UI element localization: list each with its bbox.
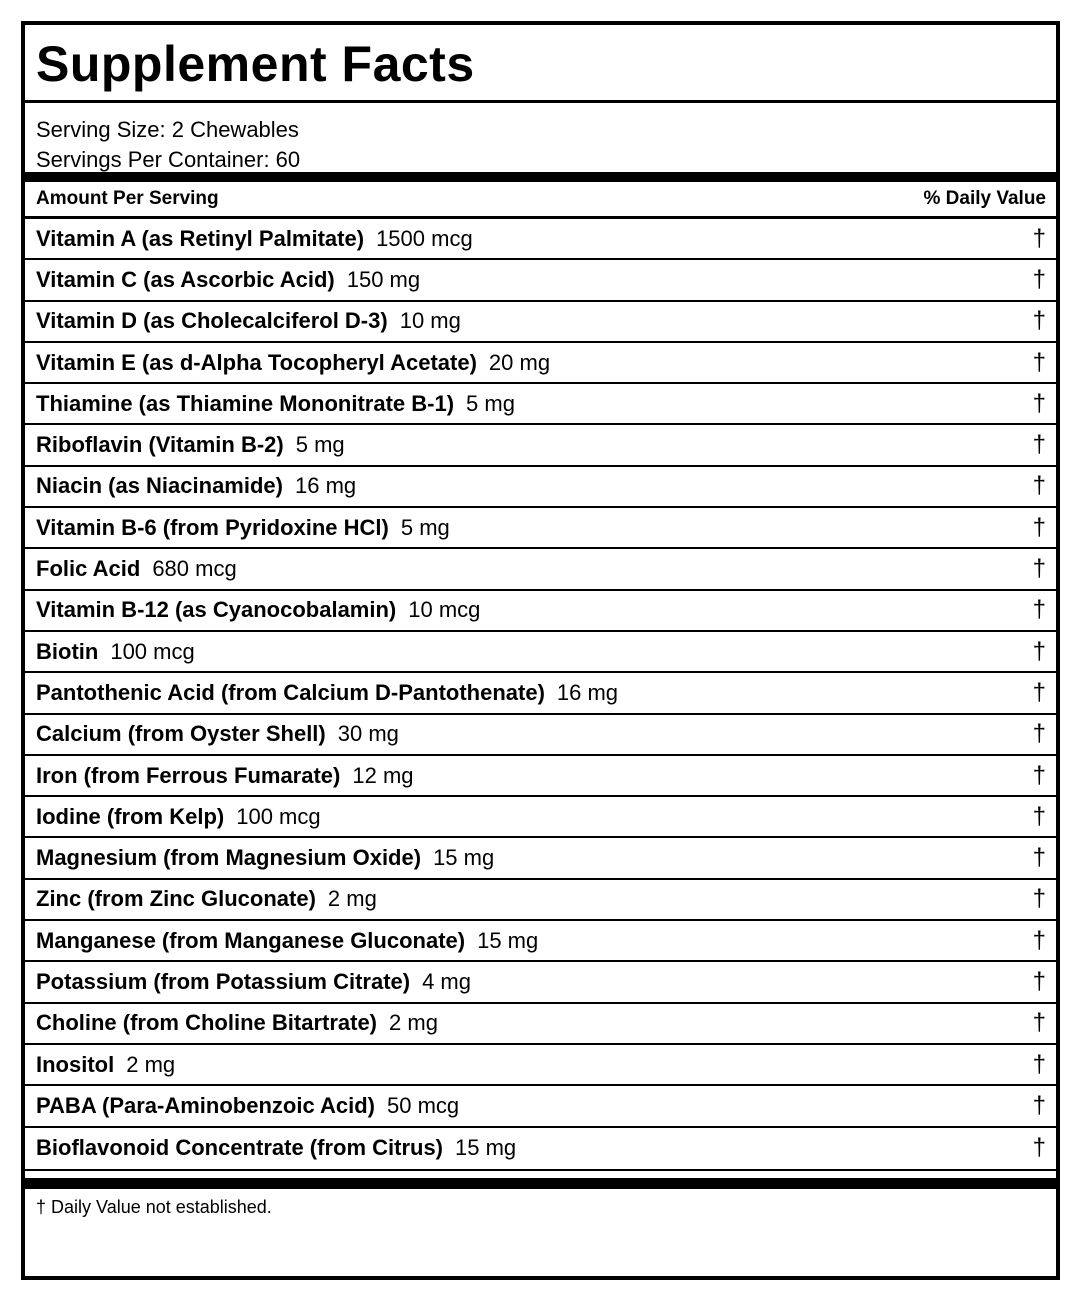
nutrient-row [25, 219, 1056, 260]
nutrient-amount: 10 mg [399, 308, 461, 334]
serving-info [25, 103, 1056, 182]
daily-value-dagger: † [1032, 678, 1046, 706]
supplement-facts-panel [21, 21, 1060, 1280]
daily-value-dagger: † [1032, 431, 1046, 459]
nutrient-row [25, 962, 1056, 1003]
nutrient-amount: 50 mcg [387, 1092, 460, 1118]
nutrient-name: Bioflavonoid Concentrate (from Citrus) [36, 1135, 444, 1161]
nutrient-entry [36, 1093, 459, 1119]
nutrient-row [25, 673, 1056, 714]
nutrient-row [25, 425, 1056, 466]
nutrient-amount: 1500 mcg [376, 225, 473, 251]
nutrient-row [25, 715, 1056, 756]
nutrient-entry [36, 639, 195, 665]
nutrient-row [25, 1086, 1056, 1127]
nutrient-row [25, 1045, 1056, 1086]
nutrient-amount: 5 mg [466, 390, 515, 416]
nutrient-name: Vitamin B-6 (from Pyridoxine HCl) [36, 514, 389, 540]
nutrient-amount: 2 mg [327, 886, 377, 912]
daily-value-dagger: † [1032, 265, 1046, 293]
nutrient-row [25, 632, 1056, 673]
nutrient-entry [36, 515, 450, 541]
nutrient-entry [36, 680, 618, 706]
daily-value-dagger: † [1032, 307, 1046, 335]
nutrient-row [25, 838, 1056, 879]
nutrient-entry [36, 1052, 175, 1078]
nutrient-amount: 100 mcg [110, 638, 195, 664]
daily-value-dagger: † [1032, 555, 1046, 583]
nutrient-amount: 5 mg [295, 432, 345, 458]
daily-value-dagger: † [1032, 1134, 1046, 1162]
panel-title: Supplement Facts [36, 36, 475, 92]
nutrient-name: Magnesium (from Magnesium Oxide) [36, 845, 422, 871]
nutrient-row [25, 343, 1056, 384]
nutrient-entry [36, 1135, 516, 1161]
nutrient-name: Biotin [36, 638, 99, 664]
thick-divider [25, 1178, 1056, 1189]
daily-value-dagger: † [1032, 389, 1046, 417]
nutrient-name: Potassium (from Potassium Citrate) [36, 968, 411, 994]
nutrient-amount: 16 mg [294, 473, 357, 499]
daily-value-dagger: † [1032, 926, 1046, 954]
nutrient-row [25, 797, 1056, 838]
nutrient-name: Thiamine (as Thiamine Mononitrate B-1) [36, 390, 455, 416]
nutrient-name: Pantothenic Acid (from Calcium D-Pantothenate) [36, 679, 545, 705]
daily-value-header: % Daily Value [923, 188, 1046, 209]
daily-value-dagger: † [1032, 472, 1046, 500]
nutrient-amount: 150 mg [346, 266, 421, 292]
nutrient-row [25, 549, 1056, 590]
nutrient-amount: 30 mg [337, 721, 399, 747]
nutrient-entry [36, 556, 237, 582]
footnote: † Daily Value not established. [36, 1196, 272, 1217]
daily-value-dagger: † [1032, 1050, 1046, 1078]
nutrient-entry [36, 597, 480, 623]
nutrient-name: Folic Acid [36, 556, 141, 582]
nutrient-amount: 4 mg [422, 968, 471, 994]
nutrient-amount: 16 mg [556, 679, 619, 705]
amount-per-serving-header: Amount Per Serving [36, 188, 219, 209]
daily-value-dagger: † [1032, 1091, 1046, 1119]
nutrient-row [25, 921, 1056, 962]
nutrient-row [25, 756, 1056, 797]
nutrient-entry [36, 308, 461, 334]
nutrient-row [25, 260, 1056, 301]
nutrient-entry [36, 721, 399, 747]
nutrient-name: Vitamin C (as Ascorbic Acid) [36, 266, 335, 292]
nutrient-entry [36, 473, 356, 499]
nutrient-row [25, 880, 1056, 921]
nutrient-name: Iodine (from Kelp) [36, 803, 225, 829]
nutrient-name: PABA (Para-Aminobenzoic Acid) [36, 1092, 375, 1118]
daily-value-dagger: † [1032, 348, 1046, 376]
daily-value-dagger: † [1032, 885, 1046, 913]
nutrient-entry [36, 267, 420, 293]
nutrient-list [25, 219, 1056, 1169]
nutrient-name: Zinc (from Zinc Gluconate) [36, 886, 316, 912]
nutrient-row [25, 1004, 1056, 1045]
nutrient-row [25, 508, 1056, 549]
daily-value-dagger: † [1032, 224, 1046, 252]
daily-value-dagger: † [1032, 720, 1046, 748]
nutrient-row [25, 384, 1056, 425]
nutrient-amount: 680 mcg [152, 556, 237, 582]
nutrient-name: Vitamin E (as d-Alpha Tocopheryl Acetate) [36, 349, 477, 375]
nutrient-amount: 12 mg [352, 762, 414, 788]
nutrient-entry [36, 432, 345, 458]
nutrient-amount: 20 mg [488, 349, 551, 375]
nutrient-amount: 5 mg [400, 514, 450, 540]
nutrient-name: Vitamin D (as Cholecalciferol D-3) [36, 308, 388, 334]
nutrient-entry [36, 391, 515, 417]
nutrient-amount: 2 mg [389, 1010, 438, 1036]
nutrient-amount: 15 mg [455, 1135, 517, 1161]
nutrient-amount: 15 mg [477, 927, 539, 953]
daily-value-dagger: † [1032, 802, 1046, 830]
daily-value-dagger: † [1032, 637, 1046, 665]
title-block [25, 25, 1056, 103]
nutrient-name: Calcium (from Oyster Shell) [36, 721, 326, 747]
daily-value-dagger: † [1032, 844, 1046, 872]
nutrient-entry [36, 804, 321, 830]
nutrient-entry [36, 350, 550, 376]
nutrient-entry [36, 886, 377, 912]
nutrient-amount: 2 mg [126, 1051, 176, 1077]
nutrient-name: Niacin (as Niacinamide) [36, 473, 283, 499]
daily-value-dagger: † [1032, 761, 1046, 789]
nutrient-entry [36, 763, 414, 789]
nutrient-name: Manganese (from Manganese Gluconate) [36, 927, 466, 953]
nutrient-row [25, 1128, 1056, 1169]
nutrient-amount: 10 mcg [408, 597, 481, 623]
daily-value-dagger: † [1032, 967, 1046, 995]
nutrient-entry [36, 969, 471, 995]
daily-value-dagger: † [1032, 1009, 1046, 1037]
nutrient-row [25, 591, 1056, 632]
nutrient-entry [36, 1010, 438, 1036]
nutrient-name: Inositol [36, 1051, 115, 1077]
daily-value-dagger: † [1032, 596, 1046, 624]
nutrient-amount: 15 mg [433, 845, 495, 871]
nutrient-name: Iron (from Ferrous Fumarate) [36, 762, 341, 788]
nutrient-row [25, 467, 1056, 508]
servings-per-container: Servings Per Container: 60 [36, 147, 301, 172]
nutrient-name: Vitamin A (as Retinyl Palmitate) [36, 225, 365, 251]
nutrient-entry [36, 845, 494, 871]
nutrient-entry [36, 226, 473, 252]
serving-size: Serving Size: 2 Chewables [36, 117, 299, 142]
daily-value-dagger: † [1032, 513, 1046, 541]
column-header [25, 182, 1056, 219]
nutrient-entry [36, 928, 538, 954]
nutrient-name: Choline (from Choline Bitartrate) [36, 1010, 378, 1036]
nutrient-name: Riboflavin (Vitamin B-2) [36, 432, 284, 458]
nutrient-name: Vitamin B-12 (as Cyanocobalamin) [36, 597, 397, 623]
nutrient-row [25, 302, 1056, 343]
nutrient-amount: 100 mcg [236, 803, 321, 829]
